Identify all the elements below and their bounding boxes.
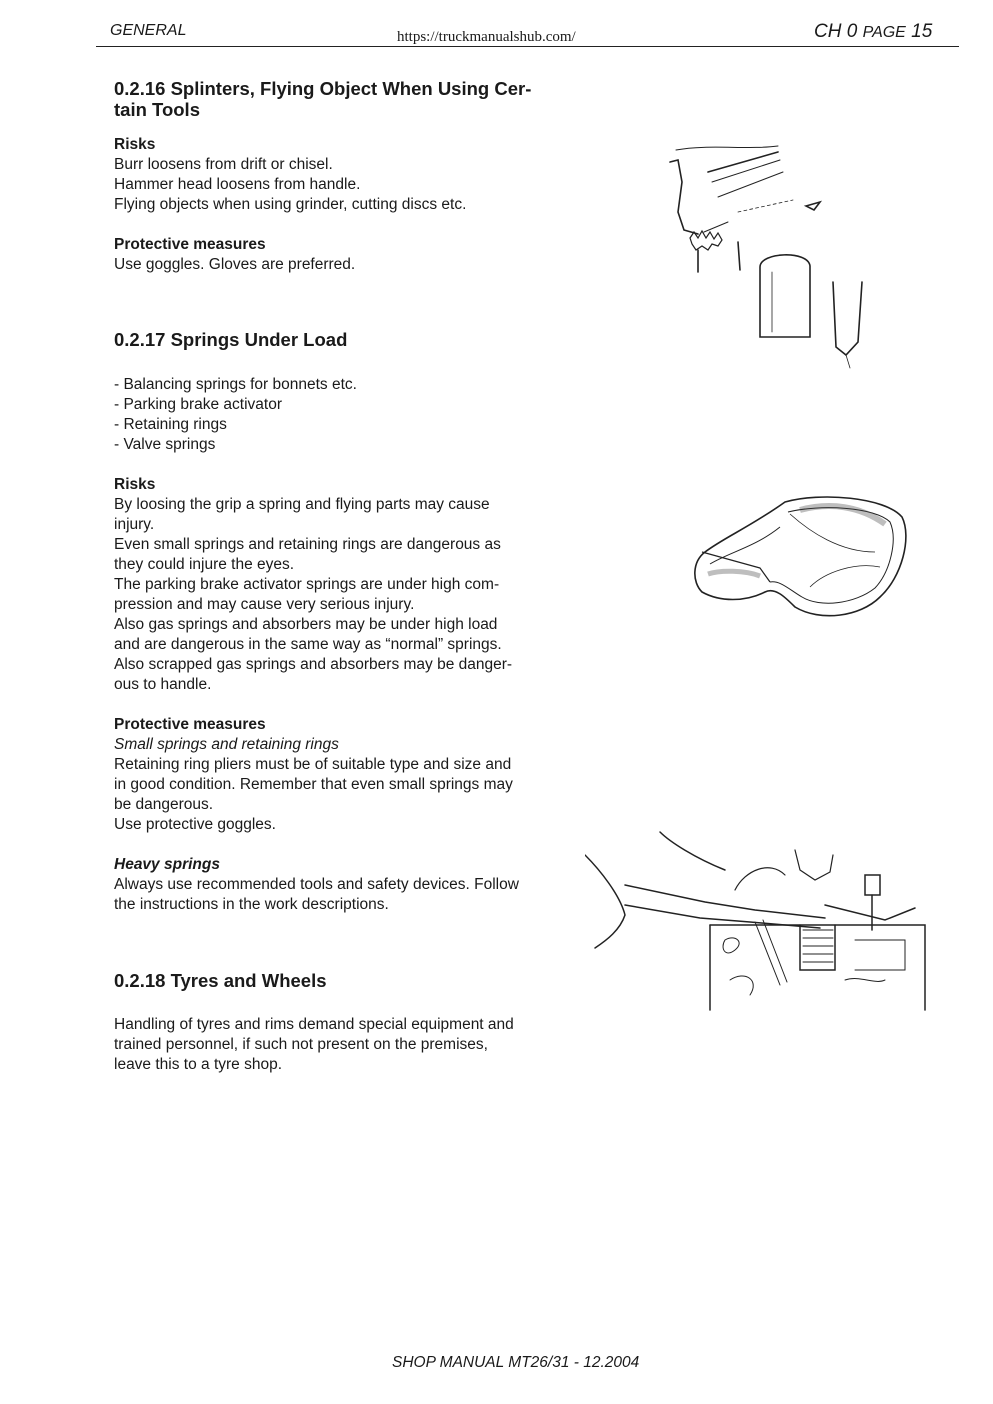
header-page-word: PAGE — [862, 24, 906, 41]
risk-line: pression and may cause very serious injury. — [114, 596, 415, 613]
header-page-number: 15 — [911, 21, 933, 42]
measure-line: Retaining ring pliers must be of suitable type and size and — [114, 756, 512, 773]
risk-line: The parking brake activator springs are under high com- — [114, 576, 500, 593]
risks-block — [114, 475, 564, 695]
risk-line: Also gas springs and absorbers may be under high load — [114, 616, 498, 633]
measure-line: Use protective goggles. — [114, 816, 276, 833]
subheading-small-springs: Small springs and retaining rings — [114, 736, 339, 753]
spring-list — [114, 375, 564, 455]
header-page-ref — [814, 21, 932, 43]
measures-heading: Protective measures — [114, 236, 266, 253]
risk-line: Burr loosens from drift or chisel. — [114, 156, 333, 173]
measures-heading: Protective measures — [114, 716, 266, 733]
measure-line: Use goggles. Gloves are preferred. — [114, 256, 356, 273]
section-title: 0.2.18 Tyres and Wheels — [114, 970, 327, 991]
tyres-text — [114, 1015, 564, 1075]
section-0-2-17 — [114, 329, 564, 350]
measures-block — [114, 235, 564, 275]
list-item: - Valve springs — [114, 436, 216, 453]
paragraph-line: leave this to a tyre shop. — [114, 1056, 283, 1073]
chisel-drift-illustration — [668, 142, 888, 377]
section-0-2-16 — [114, 78, 564, 120]
header-section: GENERAL — [110, 22, 187, 39]
risk-line: Flying objects when using grinder, cutting discs etc. — [114, 196, 467, 213]
measure-line: in good condition. Remember that even small springs may — [114, 776, 513, 793]
paragraph-line: trained personnel, if such not present on the premises, — [114, 1036, 488, 1053]
subheading-heavy-springs: Heavy springs — [114, 856, 220, 873]
heavy-springs-block — [114, 855, 564, 915]
risk-line: By loosing the grip a spring and flying parts may cause — [114, 496, 490, 513]
safety-goggles-illustration — [690, 492, 915, 627]
measure-line: Always use recommended tools and safety devices. Follow — [114, 876, 519, 893]
risks-block — [114, 135, 564, 215]
list-item: - Retaining rings — [114, 416, 227, 433]
footer: SHOP MANUAL MT26/31 - 12.2004 — [392, 1354, 640, 1371]
section-0-2-18 — [114, 970, 564, 991]
section-title: 0.2.17 Springs Under Load — [114, 329, 348, 350]
risk-line: ous to handle. — [114, 676, 212, 693]
valve-spring-compressor-illustration — [585, 830, 935, 1015]
list-item: - Parking brake activator — [114, 396, 282, 413]
risks-heading: Risks — [114, 476, 156, 493]
header-chapter: CH 0 — [814, 21, 858, 42]
measure-line: be dangerous. — [114, 796, 214, 813]
risk-line: Hammer head loosens from handle. — [114, 176, 361, 193]
section-title: 0.2.16 Splinters, Flying Object When Using Cer- tain Tools — [114, 78, 532, 120]
risk-line: and are dangerous in the same way as “normal” springs. — [114, 636, 502, 653]
header-url[interactable]: https://truckmanualshub.com/ — [397, 29, 576, 45]
risk-line: they could injure the eyes. — [114, 556, 295, 573]
measures-block — [114, 715, 564, 835]
risk-line: injury. — [114, 516, 155, 533]
risk-line: Also scrapped gas springs and absorbers may be danger- — [114, 656, 513, 673]
paragraph-line: Handling of tyres and rims demand special equipment and — [114, 1016, 514, 1033]
risk-line: Even small springs and retaining rings are dangerous as — [114, 536, 501, 553]
list-item: - Balancing springs for bonnets etc. — [114, 376, 357, 393]
header-rule — [96, 46, 959, 47]
risks-heading: Risks — [114, 136, 156, 153]
measure-line: the instructions in the work descriptions. — [114, 896, 389, 913]
